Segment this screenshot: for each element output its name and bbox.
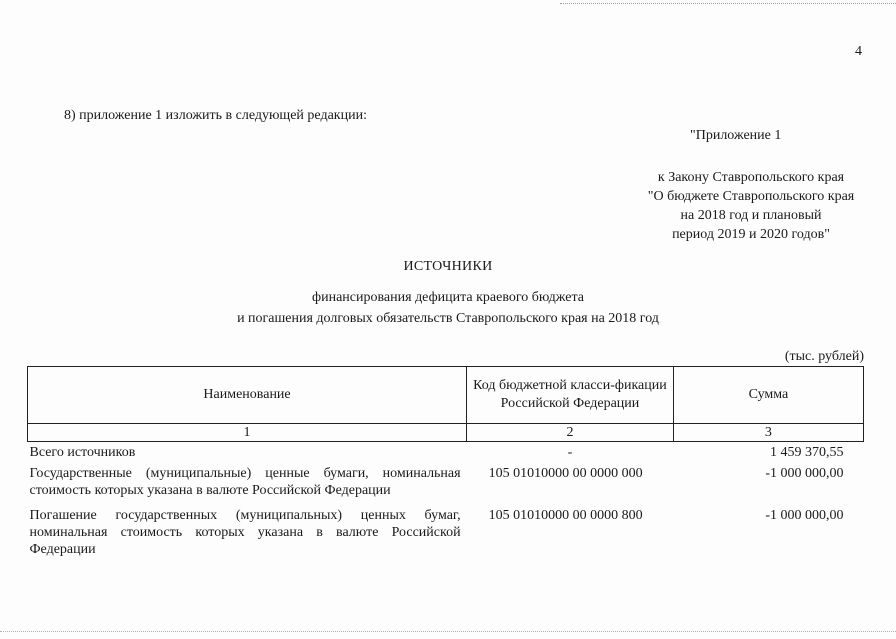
sources-table xyxy=(27,366,864,560)
header-name: Наименование xyxy=(28,367,467,424)
table-row xyxy=(28,442,864,464)
row-name: Всего источников xyxy=(29,445,136,460)
column-number: 1 xyxy=(28,424,467,442)
row-name: Погашение государственных (муниципальных) ценных бумаг, номинальная стоимость которых указана в валюте Российской Федерации xyxy=(29,508,461,557)
document-subtitle-line-2: и погашения долговых обязательств Ставропольского края на 2018 год xyxy=(237,311,659,326)
table-header-row xyxy=(28,367,864,424)
law-reference-line: "О бюджете Ставропольского края xyxy=(647,189,855,204)
row-sum: -1 000 000,00 xyxy=(765,508,844,523)
row-code: 105 01010000 00 0000 800 xyxy=(488,508,643,523)
scan-artifact-top xyxy=(560,3,896,4)
table-row xyxy=(28,463,864,505)
law-reference-line: к Закону Ставропольского края xyxy=(657,170,845,185)
law-reference-line: на 2018 год и плановый xyxy=(680,208,822,223)
column-number: 3 xyxy=(673,424,863,442)
row-sum: 1 459 370,55 xyxy=(770,445,844,460)
scan-artifact-bottom xyxy=(0,631,896,632)
row-sum: -1 000 000,00 xyxy=(765,466,844,481)
row-code: 105 01010000 00 0000 000 xyxy=(488,466,643,481)
page-number: 4 xyxy=(855,44,862,59)
document-title: ИСТОЧНИКИ xyxy=(403,259,493,274)
law-reference-line: период 2019 и 2020 годов" xyxy=(672,227,830,242)
header-sum: Сумма xyxy=(673,367,863,424)
amendment-text: 8) приложение 1 изложить в следующей редакции: xyxy=(64,108,367,123)
document-subtitle-line-1: финансирования дефицита краевого бюджета xyxy=(312,290,584,305)
header-code: Код бюджетной класси-фикации Российской Федерации xyxy=(467,367,674,424)
column-number-row xyxy=(28,424,864,442)
row-code: - xyxy=(567,445,573,460)
law-reference xyxy=(620,168,882,244)
row-name: Государственные (муниципальные) ценные бумаги, номинальная стоимость которых указана в валюте Российской Федерации xyxy=(29,466,461,498)
table-row xyxy=(28,505,864,560)
column-number: 2 xyxy=(467,424,674,442)
units-label: (тыс. рублей) xyxy=(784,349,864,364)
appendix-title: "Приложение 1 xyxy=(690,128,782,143)
